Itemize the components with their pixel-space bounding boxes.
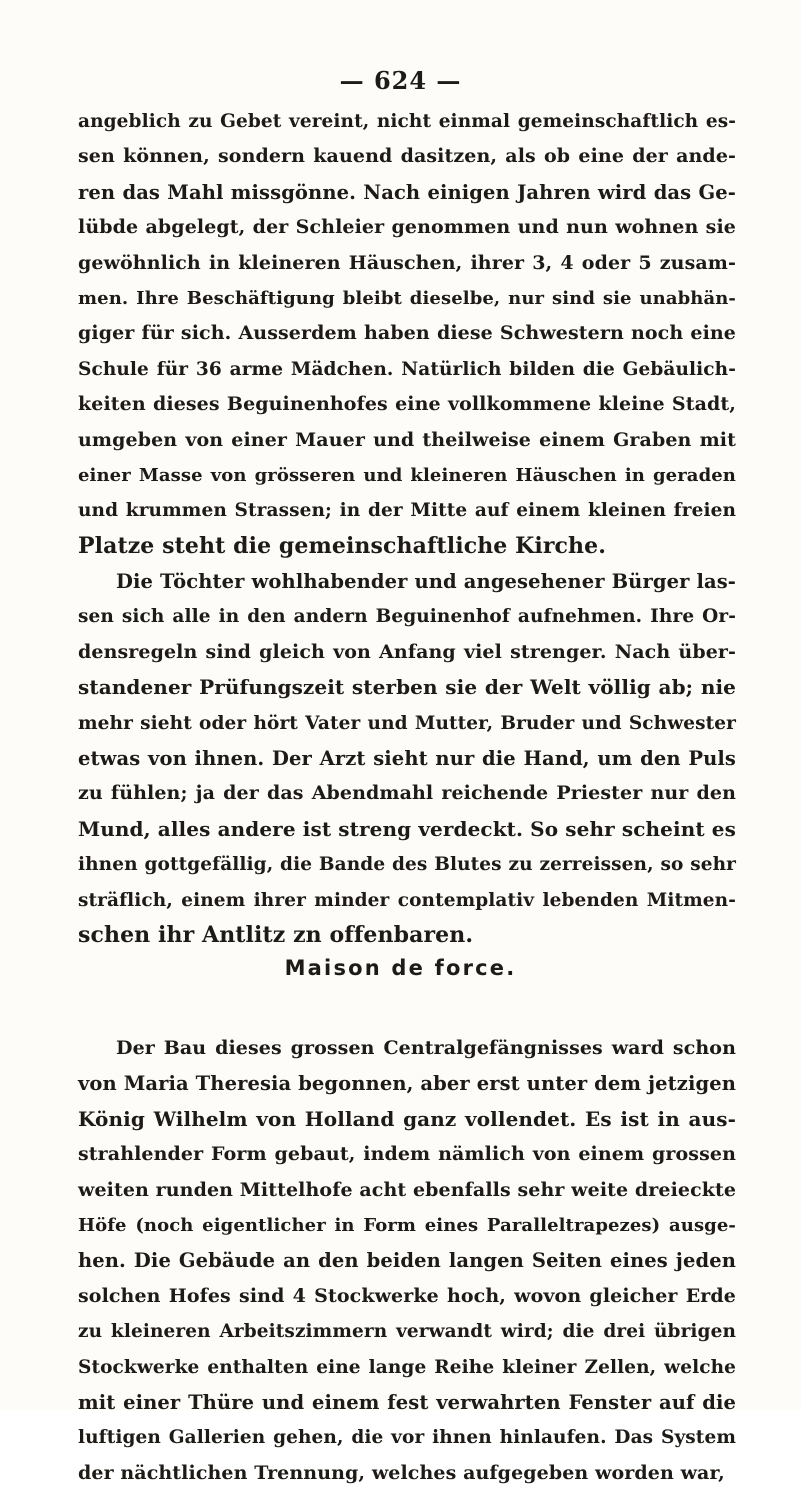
text-line: Stockwerke enthalten eine lange Reihe kleiner Zellen, welche (78, 1356, 736, 1378)
text-line: sen können, sondern kauend dasitzen, als ob eine der ande- (78, 145, 736, 168)
text-line: strahlender Form gebaut, indem nämlich von einem grossen (78, 1143, 736, 1166)
text-line: gewöhnlich in kleineren Häuschen, ihrer 3, 4 oder 5 zusam- (78, 251, 736, 274)
body-text-upper (78, 104, 736, 953)
body-text-lower (78, 1031, 736, 1491)
text-line: und krummen Strassen; in der Mitte auf einem kleinen freien (78, 500, 736, 522)
text-line: schen ihr Antlitz zn offenbaren. (78, 921, 474, 948)
paragraph-maison-de-force (78, 1031, 736, 1491)
text-line: ren das Mahl missgönne. Nach einigen Jahren wird das Ge- (78, 180, 736, 204)
page-number: — 624 — (339, 66, 462, 95)
text-line: einer Masse von grösseren und kleineren Häuschen in geraden (78, 464, 736, 486)
paragraph-beguines-lower (78, 104, 736, 564)
text-line: densregeln sind gleich von Anfang viel strenger. Nach über- (78, 640, 736, 663)
text-line: hen. Die Gebäude an den beiden langen Seiten eines jeden (78, 1249, 736, 1273)
text-line: mehr sieht oder hört Vater und Mutter, Bruder und Schwester (78, 712, 736, 734)
text-line: mit einer Thüre und einem fest verwahrten Fenster auf die (78, 1390, 736, 1414)
text-line: standener Prüfungszeit sterben sie der Welt völlig ab; nie (78, 675, 736, 700)
text-line: solchen Hofes sind 4 Stockwerke hoch, wovon gleicher Erde (78, 1284, 736, 1307)
text-line: Der Bau dieses grossen Centralgefängnisses ward schon (116, 1037, 736, 1059)
text-line: giger für sich. Ausserdem haben diese Schwestern noch eine (78, 322, 736, 345)
text-line: König Wilhelm von Holland ganz vollendet. Es ist in aus- (78, 1106, 736, 1131)
text-line: etwas von ihnen. Der Arzt sieht nur die Hand, um den Puls (78, 747, 736, 771)
text-line: sen sich alle in den andern Beguinenhof aufnehmen. Ihre Or- (78, 606, 736, 628)
text-line: Die Töchter wohlhabender und angesehener Bürger las- (116, 570, 736, 594)
text-line: ihnen gottgefällig, die Bande des Blutes zu zerreissen, so sehr (78, 854, 736, 876)
section-heading: Maison de force. (284, 956, 517, 980)
text-line: angeblich zu Gebet vereint, nicht einmal gemeinschaftlich es- (78, 111, 736, 132)
text-line: Höfe (noch eigentlicher in Form eines Paralleltrapezes) ausge- (78, 1214, 736, 1236)
text-line: sträflich, einem ihrer minder contemplativ lebenden Mitmen- (78, 889, 736, 911)
text-line: zu kleineren Arbeitszimmern verwandt wird; die drei übrigen (78, 1321, 736, 1343)
text-line: umgeben von einer Mauer und theilweise einem Graben mit (78, 428, 736, 451)
paragraph-beguines-upper (78, 564, 736, 953)
text-line: von Maria Theresia begonnen, aber erst unter dem jetzigen (78, 1072, 736, 1096)
text-line: zu fühlen; ja der das Abendmahl reichende Priester nur den (78, 782, 736, 805)
text-line: Schule für 36 arme Mädchen. Natürlich bilden die Gebäulich- (78, 358, 736, 380)
text-line: weiten runden Mittelhofe acht ebenfalls sehr weite dreieckte (78, 1178, 737, 1201)
text-line: luftigen Gallerien gehen, die vor ihnen hinlaufen. Das System (78, 1427, 736, 1449)
text-line: men. Ihre Beschäftigung bleibt dieselbe, nur sind sie unabhän- (78, 287, 736, 309)
text-line: keiten dieses Beguinenhofes eine vollkommene kleine Stadt, (78, 393, 736, 416)
text-line: Platze steht die gemeinschaftliche Kirche. (78, 532, 606, 559)
text-line: der nächtlichen Trennung, welches aufgegeben worden war, (78, 1461, 725, 1484)
text-line: Mund, alles andere ist streng verdeckt. So sehr scheint es (78, 816, 736, 841)
text-line: lübde abgelegt, der Schleier genommen und nun wohnen sie (78, 216, 736, 239)
